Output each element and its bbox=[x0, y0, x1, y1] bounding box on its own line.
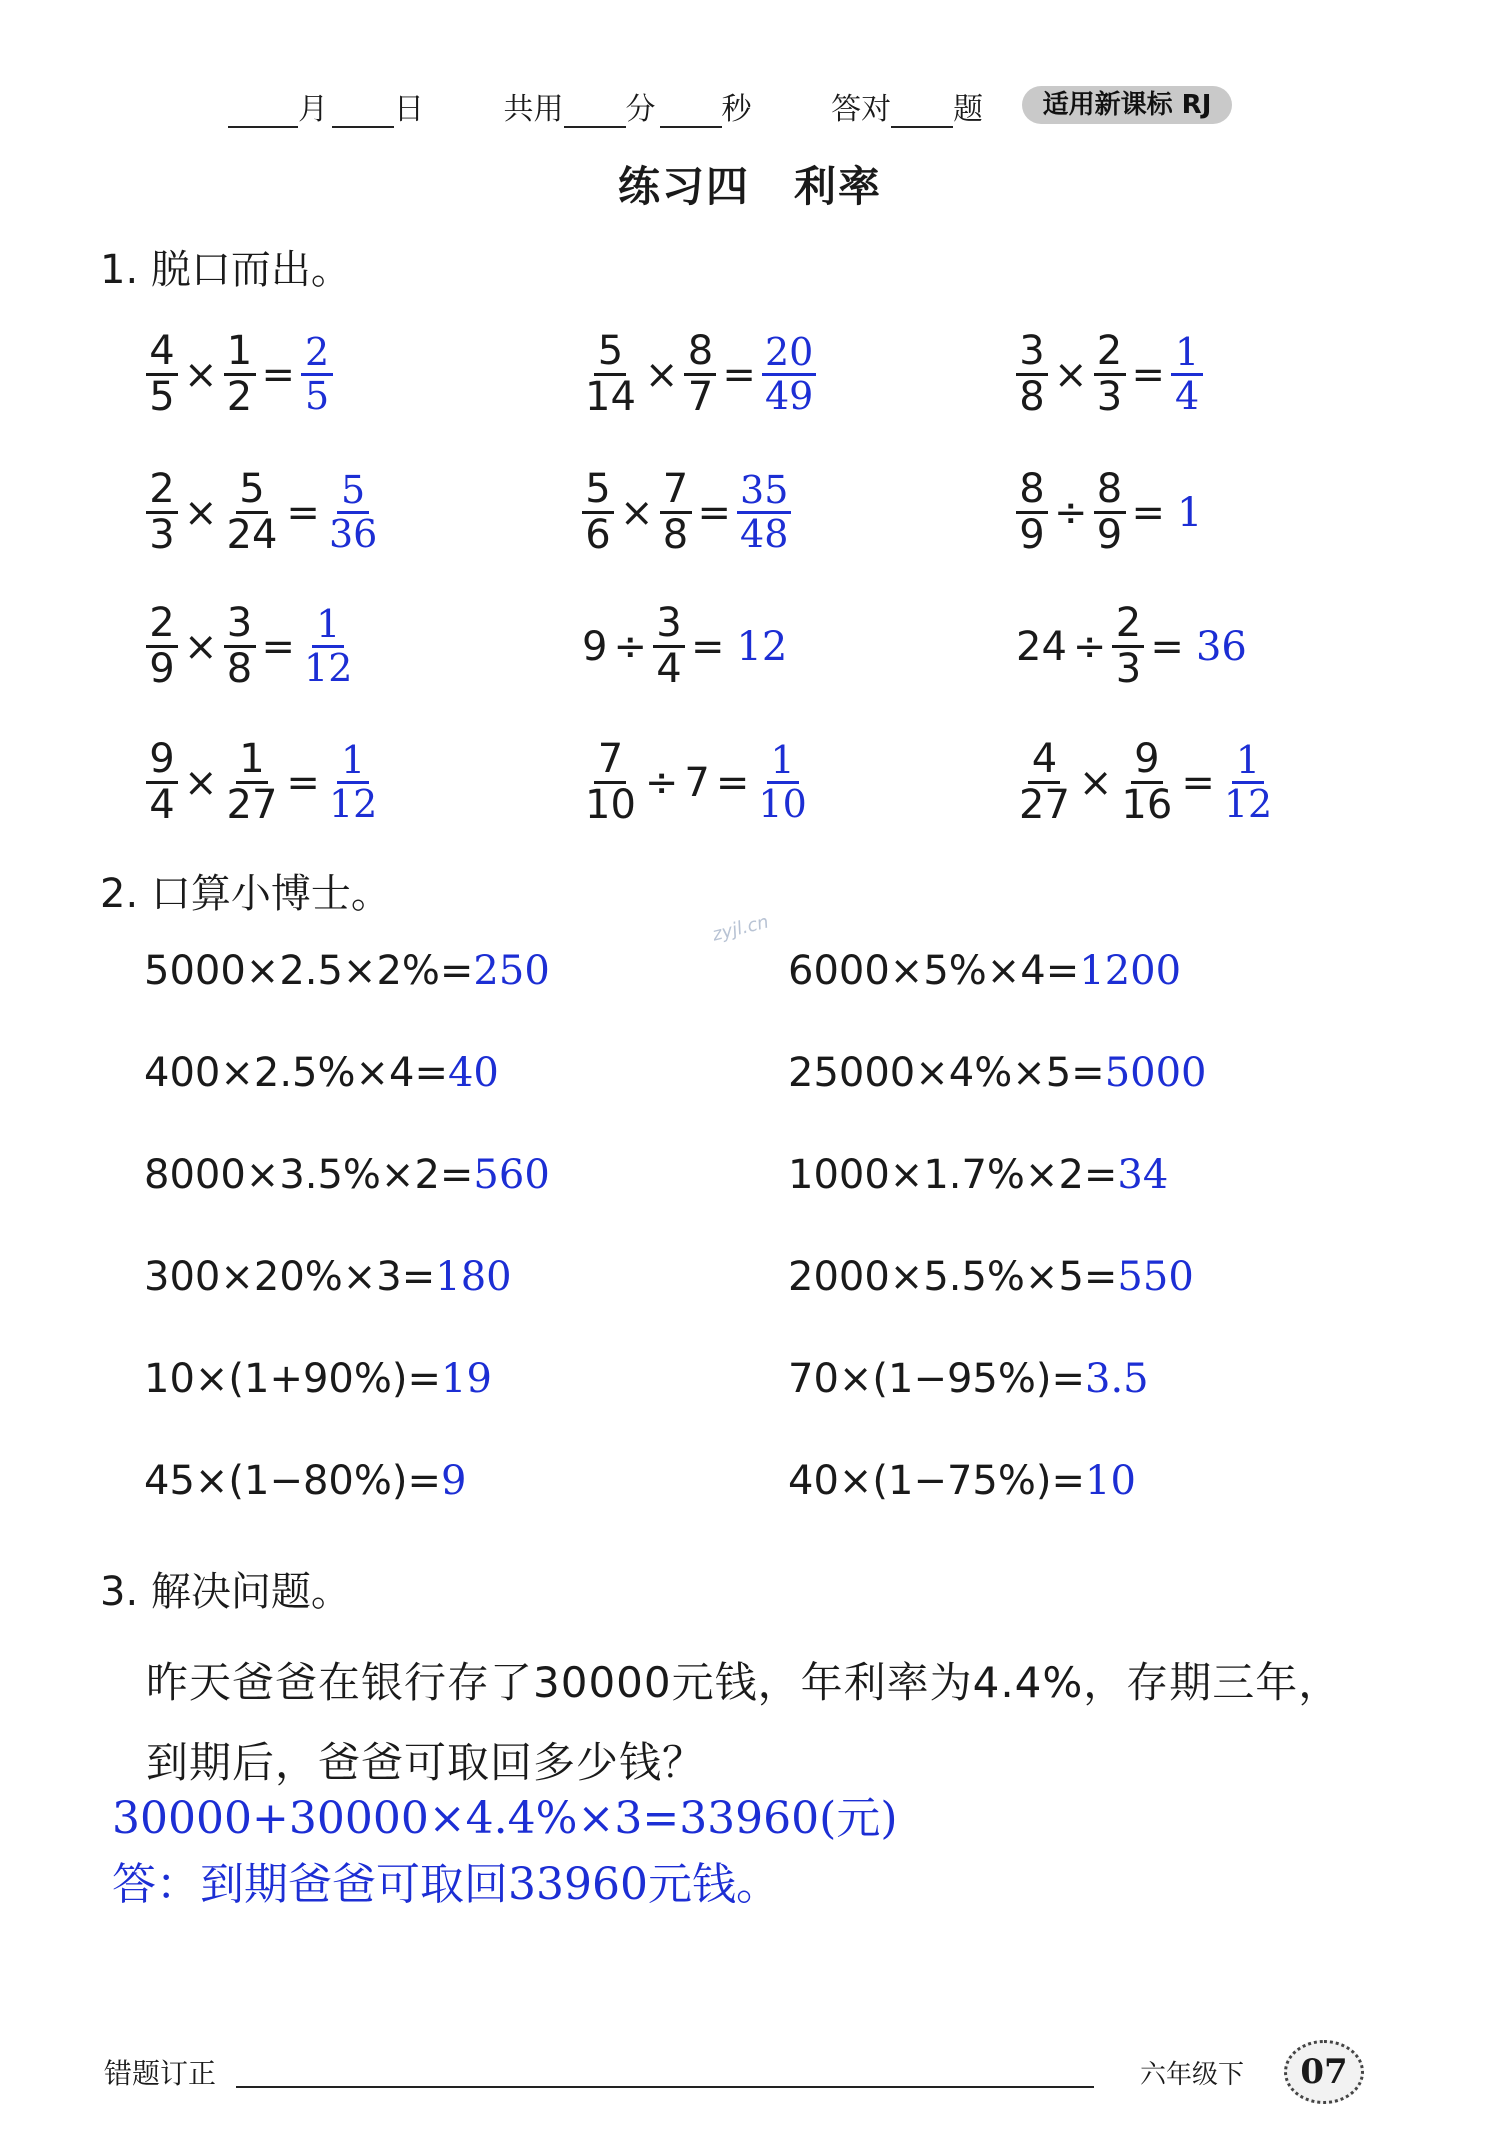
grade-label: 六年级下 bbox=[1140, 2060, 1245, 2090]
section-3-heading: 3. 解决问题。 bbox=[100, 1569, 351, 1615]
fraction-equation bbox=[146, 330, 333, 419]
answer-fraction bbox=[301, 332, 333, 417]
equals-sign: = bbox=[286, 489, 320, 536]
calc-answer: 3.5 bbox=[1085, 1356, 1149, 1402]
fraction-equation bbox=[582, 602, 787, 691]
operand-integer: 7 bbox=[684, 759, 710, 806]
fraction-equation bbox=[1016, 330, 1203, 419]
solution-equation: 30000+30000×4.4%×3=33960(元) bbox=[112, 1793, 898, 1844]
answer-fraction bbox=[1171, 332, 1203, 417]
operand-fraction-numerator: 3 bbox=[1016, 330, 1048, 376]
equals-sign: = bbox=[722, 351, 756, 398]
calc-item bbox=[788, 1152, 1168, 1198]
correct-label: 答对 bbox=[831, 92, 892, 127]
operand-fraction-numerator: 2 bbox=[146, 468, 178, 514]
curriculum-badge: 适用新课标 RJ bbox=[1022, 86, 1232, 124]
equals-sign: = bbox=[715, 759, 750, 806]
operand-fraction-denominator: 24 bbox=[226, 512, 278, 559]
operand-fraction bbox=[1094, 330, 1126, 419]
operand-fraction-denominator: 9 bbox=[149, 646, 175, 693]
calc-item bbox=[788, 1458, 1136, 1504]
operator-symbol: × bbox=[184, 351, 218, 398]
operand-fraction-denominator: 8 bbox=[1019, 374, 1045, 421]
minute-blank[interactable] bbox=[564, 96, 626, 128]
calc-item bbox=[144, 1458, 466, 1504]
operand-fraction bbox=[146, 738, 178, 827]
operand-fraction-numerator: 9 bbox=[1131, 738, 1163, 784]
second-blank[interactable] bbox=[660, 96, 722, 128]
header-info bbox=[228, 84, 983, 128]
day-label: 日 bbox=[394, 92, 424, 127]
operand-fraction-numerator: 8 bbox=[1016, 468, 1048, 514]
section-1-heading: 1. 脱口而出。 bbox=[100, 247, 351, 293]
calc-expression: 400×2.5%×4= bbox=[144, 1050, 448, 1096]
correct-blank[interactable] bbox=[891, 96, 953, 128]
correction-label: 错题订正 bbox=[104, 2057, 217, 2090]
operand-fraction-denominator: 14 bbox=[585, 374, 636, 421]
day-blank[interactable] bbox=[332, 96, 394, 128]
calc-item bbox=[788, 1356, 1149, 1402]
operand-fraction-denominator: 9 bbox=[1096, 512, 1123, 559]
fraction-equation bbox=[146, 602, 355, 691]
operand-fraction bbox=[1016, 330, 1048, 419]
calc-expression: 25000×4%×5= bbox=[788, 1050, 1105, 1096]
answer-fraction-denominator: 4 bbox=[1174, 374, 1200, 419]
equals-sign: = bbox=[1131, 489, 1166, 536]
solution-answer: 答：到期爸爸可取回33960元钱。 bbox=[112, 1859, 780, 1910]
calc-answer: 40 bbox=[447, 1050, 499, 1096]
operand-fraction-denominator: 2 bbox=[226, 374, 253, 421]
operand-fraction-numerator: 3 bbox=[653, 602, 685, 648]
operand-fraction-numerator: 5 bbox=[594, 330, 626, 376]
operand-fraction bbox=[224, 602, 256, 691]
operand-fraction-denominator: 16 bbox=[1121, 782, 1173, 829]
operator-symbol: × bbox=[184, 759, 218, 806]
second-label: 秒 bbox=[721, 92, 752, 127]
calc-answer: 1200 bbox=[1079, 948, 1182, 994]
fraction-equation bbox=[146, 468, 380, 557]
watermark: zyjl.cn bbox=[710, 911, 771, 946]
operand-fraction bbox=[653, 602, 685, 691]
operand-fraction-numerator: 7 bbox=[594, 738, 626, 784]
page-number: 07 bbox=[1284, 2040, 1364, 2104]
operand-fraction-numerator: 3 bbox=[224, 602, 256, 648]
operand-fraction bbox=[1118, 738, 1175, 827]
equals-sign: = bbox=[261, 623, 296, 670]
operand-fraction bbox=[146, 468, 178, 557]
operator-symbol: ÷ bbox=[1054, 489, 1088, 536]
answer-fraction-numerator: 1 bbox=[767, 740, 799, 784]
answer-fraction bbox=[326, 740, 380, 825]
calc-answer: 19 bbox=[441, 1356, 492, 1402]
calc-item bbox=[788, 948, 1181, 994]
calc-answer: 550 bbox=[1117, 1254, 1194, 1300]
operand-fraction bbox=[1016, 738, 1073, 827]
calc-expression: 40×(1−75%)= bbox=[788, 1458, 1086, 1504]
answer-fraction-denominator: 12 bbox=[328, 782, 378, 827]
answer-fraction bbox=[737, 470, 791, 555]
answer-fraction bbox=[326, 470, 380, 555]
operand-fraction-denominator: 9 bbox=[1019, 512, 1045, 559]
fraction-equation bbox=[582, 330, 816, 419]
equals-sign: = bbox=[697, 489, 732, 536]
answer-fraction-denominator: 36 bbox=[328, 512, 378, 557]
operator-symbol: × bbox=[184, 489, 218, 536]
correction-line[interactable] bbox=[236, 2086, 1094, 2088]
operand-fraction bbox=[146, 602, 178, 691]
answer-integer: 12 bbox=[736, 623, 788, 670]
minute-label: 分 bbox=[625, 92, 656, 127]
answer-fraction-denominator: 10 bbox=[758, 782, 807, 827]
operand-fraction-numerator: 4 bbox=[1028, 738, 1060, 784]
operand-fraction-denominator: 7 bbox=[687, 374, 714, 421]
answer-fraction-numerator: 1 bbox=[1232, 740, 1264, 784]
calc-answer: 560 bbox=[473, 1152, 550, 1198]
calc-expression: 300×20%×3= bbox=[144, 1254, 436, 1300]
calc-item bbox=[788, 1050, 1207, 1096]
answer-fraction-numerator: 20 bbox=[762, 332, 816, 376]
operator-symbol: × bbox=[184, 623, 218, 670]
calc-expression: 70×(1−95%)= bbox=[788, 1356, 1086, 1402]
answer-fraction-denominator: 12 bbox=[1223, 782, 1273, 827]
answer-fraction-denominator: 12 bbox=[304, 646, 353, 691]
equals-sign: = bbox=[1131, 351, 1166, 398]
operand-fraction-denominator: 27 bbox=[1019, 782, 1070, 829]
operand-fraction bbox=[1112, 602, 1144, 691]
operand-fraction bbox=[582, 738, 639, 827]
operand-fraction-numerator: 2 bbox=[146, 602, 178, 648]
calc-expression: 45×(1−80%)= bbox=[144, 1458, 442, 1504]
operand-fraction bbox=[146, 330, 178, 419]
operand-fraction-numerator: 1 bbox=[224, 330, 256, 376]
answer-fraction-denominator: 5 bbox=[304, 374, 330, 419]
calc-item bbox=[144, 948, 550, 994]
answer-integer: 36 bbox=[1195, 623, 1247, 670]
equals-sign: = bbox=[1150, 623, 1184, 670]
calc-expression: 2000×5.5%×5= bbox=[788, 1254, 1118, 1300]
answer-fraction-numerator: 1 bbox=[1171, 332, 1203, 376]
operand-fraction-numerator: 2 bbox=[1094, 330, 1126, 376]
operand-fraction-denominator: 6 bbox=[585, 512, 611, 559]
equals-sign: = bbox=[1181, 759, 1215, 806]
operand-integer: 9 bbox=[582, 623, 608, 670]
answer-fraction-numerator: 2 bbox=[301, 332, 333, 376]
calc-answer: 5000 bbox=[1104, 1050, 1207, 1096]
calc-expression: 8000×3.5%×2= bbox=[144, 1152, 474, 1198]
operand-fraction bbox=[582, 330, 639, 419]
operand-fraction-denominator: 10 bbox=[585, 782, 636, 829]
operand-fraction-numerator: 1 bbox=[236, 738, 268, 784]
equals-sign: = bbox=[690, 623, 725, 670]
calc-expression: 6000×5%×4= bbox=[788, 948, 1080, 994]
operand-fraction-numerator: 2 bbox=[1112, 602, 1144, 648]
equals-sign: = bbox=[261, 351, 296, 398]
problem-text-line-1: 昨天爸爸在银行存了30000元钱，年利率为4.4%，存期三年， bbox=[146, 1658, 1342, 1707]
operator-symbol: ÷ bbox=[1072, 623, 1107, 670]
operand-fraction-denominator: 5 bbox=[149, 374, 175, 421]
answer-fraction-numerator: 35 bbox=[737, 470, 791, 514]
operand-fraction bbox=[224, 738, 281, 827]
operand-fraction bbox=[582, 468, 614, 557]
operand-fraction bbox=[224, 330, 256, 419]
section-2-heading: 2. 口算小博士。 bbox=[100, 871, 391, 917]
operand-fraction-numerator: 5 bbox=[582, 468, 614, 514]
answer-fraction bbox=[1221, 740, 1275, 825]
operand-fraction bbox=[224, 468, 281, 557]
calc-item bbox=[144, 1356, 492, 1402]
operand-fraction-denominator: 8 bbox=[662, 512, 689, 559]
answer-fraction-denominator: 49 bbox=[764, 374, 814, 419]
operator-symbol: ÷ bbox=[613, 623, 647, 670]
operand-fraction-numerator: 5 bbox=[236, 468, 268, 514]
fraction-equation bbox=[146, 738, 380, 827]
operator-symbol: × bbox=[620, 489, 654, 536]
month-label: 月 bbox=[298, 92, 328, 127]
operand-fraction-numerator: 7 bbox=[660, 468, 692, 514]
calc-answer: 34 bbox=[1117, 1152, 1169, 1198]
answer-fraction bbox=[755, 740, 809, 825]
calc-answer: 180 bbox=[435, 1254, 512, 1300]
answer-fraction-numerator: 1 bbox=[312, 604, 344, 648]
operand-integer: 24 bbox=[1016, 623, 1067, 670]
answer-fraction-denominator: 48 bbox=[740, 512, 789, 557]
problem-text-line-2: 到期后，爸爸可取回多少钱？ bbox=[146, 1738, 706, 1787]
calc-answer: 9 bbox=[441, 1458, 467, 1504]
answer-integer: 1 bbox=[1177, 489, 1203, 536]
operand-fraction bbox=[660, 468, 692, 557]
operand-fraction-denominator: 8 bbox=[226, 646, 253, 693]
fraction-equation bbox=[1016, 738, 1275, 827]
month-blank[interactable] bbox=[228, 96, 298, 128]
answer-fraction-numerator: 5 bbox=[337, 470, 369, 514]
operand-fraction-denominator: 3 bbox=[1096, 374, 1123, 421]
operand-fraction-numerator: 9 bbox=[146, 738, 178, 784]
operand-fraction bbox=[1016, 468, 1048, 557]
time-used-label: 共用 bbox=[503, 92, 564, 127]
operand-fraction-denominator: 27 bbox=[226, 782, 278, 829]
fraction-equation bbox=[582, 738, 810, 827]
page-title: 练习四 利率 bbox=[617, 162, 882, 211]
calc-expression: 10×(1+90%)= bbox=[144, 1356, 442, 1402]
calc-item bbox=[144, 1050, 499, 1096]
fraction-equation bbox=[1016, 468, 1202, 557]
operand-fraction-numerator: 4 bbox=[146, 330, 178, 376]
operator-symbol: ÷ bbox=[644, 759, 679, 806]
calc-item bbox=[788, 1254, 1194, 1300]
operand-fraction-numerator: 8 bbox=[684, 330, 716, 376]
answer-fraction bbox=[762, 332, 816, 417]
calc-expression: 5000×2.5×2%= bbox=[144, 948, 474, 994]
operator-symbol: × bbox=[1078, 759, 1113, 806]
calc-item bbox=[144, 1152, 550, 1198]
equals-sign: = bbox=[286, 759, 320, 806]
answer-fraction-numerator: 1 bbox=[337, 740, 369, 784]
answer-fraction bbox=[301, 604, 355, 689]
operand-fraction bbox=[684, 330, 716, 419]
operand-fraction bbox=[1094, 468, 1126, 557]
question-label: 题 bbox=[953, 92, 984, 127]
fraction-equation bbox=[1016, 602, 1247, 691]
calc-item bbox=[144, 1254, 512, 1300]
operator-symbol: × bbox=[1054, 351, 1088, 398]
operand-fraction-denominator: 4 bbox=[656, 646, 682, 693]
operand-fraction-numerator: 8 bbox=[1094, 468, 1126, 514]
operand-fraction-denominator: 3 bbox=[1115, 646, 1142, 693]
operand-fraction-denominator: 4 bbox=[149, 782, 175, 829]
calc-answer: 10 bbox=[1085, 1458, 1136, 1504]
operator-symbol: × bbox=[644, 351, 679, 398]
calc-expression: 1000×1.7%×2= bbox=[788, 1152, 1118, 1198]
calc-answer: 250 bbox=[473, 948, 550, 994]
operand-fraction-denominator: 3 bbox=[149, 512, 175, 559]
fraction-equation bbox=[582, 468, 791, 557]
